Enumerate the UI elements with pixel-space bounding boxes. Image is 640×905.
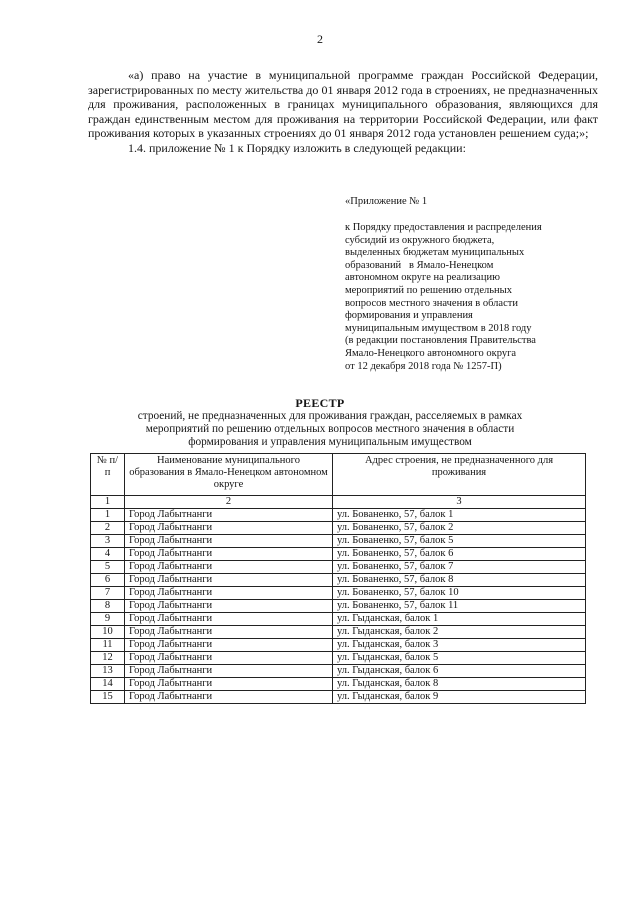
row-municipality-cell: Город Лабытнанги [125, 613, 333, 626]
table-header-row [91, 454, 586, 496]
table-row [91, 561, 586, 574]
row-municipality-cell: Город Лабытнанги [125, 587, 333, 600]
row-address-cell: ул. Бованенко, 57, балок 11 [333, 600, 586, 613]
row-address-cell: ул. Гыданская, балок 8 [333, 678, 586, 691]
row-municipality-cell: Город Лабытнанги [125, 561, 333, 574]
table-row [91, 678, 586, 691]
row-number-cell: 11 [91, 639, 125, 652]
row-number-cell: 14 [91, 678, 125, 691]
table-row [91, 509, 586, 522]
row-municipality-cell: Город Лабытнанги [125, 665, 333, 678]
row-address-cell: ул. Гыданская, балок 1 [333, 613, 586, 626]
row-address-cell: ул. Бованенко, 57, балок 2 [333, 522, 586, 535]
row-number-cell: 3 [91, 535, 125, 548]
table-row [91, 665, 586, 678]
table-row [91, 652, 586, 665]
row-number-cell: 13 [91, 665, 125, 678]
appendix-line: образований в Ямало-Ненецком [345, 259, 494, 271]
table-row [91, 535, 586, 548]
registry-subtitle: строений, не предназначенных для проживания граждан, расселяемых в рамках мероприятий по решению отдельных вопросов местного значения в области формирования и управления муниципальным имуществом [137, 410, 523, 449]
row-address-cell: ул. Бованенко, 57, балок 8 [333, 574, 586, 587]
appendix-title: «Приложение № 1 [345, 196, 428, 207]
appendix-line: автономном округе на реализацию [345, 272, 500, 284]
row-number-cell: 7 [91, 587, 125, 600]
row-number-cell: 1 [91, 509, 125, 522]
row-municipality-cell: Город Лабытнанги [125, 639, 333, 652]
row-address-cell: ул. Бованенко, 57, балок 1 [333, 509, 586, 522]
row-address-cell: ул. Гыданская, балок 2 [333, 626, 586, 639]
row-number-cell: 9 [91, 613, 125, 626]
index-cell: 1 [91, 496, 125, 509]
table-row [91, 639, 586, 652]
appendix-line: выделенных бюджетам муниципальных [345, 247, 525, 259]
paragraph-clause-1-4: 1.4. приложение № 1 к Порядку изложить в следующей редакции: [128, 140, 466, 155]
row-municipality-cell: Город Лабытнанги [125, 678, 333, 691]
row-number-cell: 6 [91, 574, 125, 587]
appendix-line: вопросов местного значения в области [345, 297, 518, 309]
paragraph-subclause-a: «а) право на участие в муниципальной программе граждан Российской Федерации, зарегистрированных по месту жительства до 01 января 2012 года в строениях, не предназначенных для проживания, расположенных в границах муниципального образования, являющихся для граждан единственным местом для проживания на территории Российской Федерации, или факт проживания которых в указанных строениях до 01 января 2012 года установлен решением суда;»; [88, 68, 598, 141]
row-address-cell: ул. Гыданская, балок 5 [333, 652, 586, 665]
table-row [91, 587, 586, 600]
row-municipality-cell: Город Лабытнанги [125, 522, 333, 535]
row-municipality-cell: Город Лабытнанги [125, 548, 333, 561]
header-address: Адрес строения, не предназначенного для проживания [333, 454, 586, 496]
row-municipality-cell: Город Лабытнанги [125, 652, 333, 665]
table-row [91, 522, 586, 535]
body-text [88, 68, 598, 156]
table-row [91, 613, 586, 626]
appendix-line: формирования и управления [345, 310, 473, 322]
index-cell: 2 [125, 496, 333, 509]
appendix-line: от 12 декабря 2018 года № 1257-П) [345, 360, 502, 372]
row-address-cell: ул. Бованенко, 57, балок 7 [333, 561, 586, 574]
registry-table [90, 453, 586, 704]
row-address-cell: ул. Гыданская, балок 9 [333, 691, 586, 704]
row-address-cell: ул. Гыданская, балок 6 [333, 665, 586, 678]
table-index-row [91, 496, 586, 509]
table-row [91, 574, 586, 587]
registry-title: РЕЕСТР [295, 396, 345, 410]
row-municipality-cell: Город Лабытнанги [125, 574, 333, 587]
appendix-line: Ямало-Ненецкого автономного округа [345, 347, 517, 359]
row-address-cell: ул. Бованенко, 57, балок 10 [333, 587, 586, 600]
row-number-cell: 12 [91, 652, 125, 665]
row-address-cell: ул. Бованенко, 57, балок 6 [333, 548, 586, 561]
appendix-line: к Порядку предоставления и распределения [345, 222, 542, 233]
row-municipality-cell: Город Лабытнанги [125, 535, 333, 548]
appendix-note [345, 222, 595, 373]
appendix-line: муниципальным имуществом в 2018 году [345, 322, 532, 334]
index-cell: 3 [333, 496, 586, 509]
row-municipality-cell: Город Лабытнанги [125, 600, 333, 613]
table-row [91, 691, 586, 704]
appendix-line: субсидий из окружного бюджета, [345, 234, 495, 246]
row-municipality-cell: Город Лабытнанги [125, 626, 333, 639]
row-number-cell: 10 [91, 626, 125, 639]
row-municipality-cell: Город Лабытнанги [125, 509, 333, 522]
row-address-cell: ул. Гыданская, балок 3 [333, 639, 586, 652]
row-number-cell: 5 [91, 561, 125, 574]
appendix-line: (в редакции постановления Правительства [345, 335, 536, 347]
row-number-cell: 4 [91, 548, 125, 561]
appendix-line: мероприятий по решению отдельных [345, 284, 512, 296]
table-row [91, 600, 586, 613]
table-row [91, 548, 586, 561]
row-municipality-cell: Город Лабытнанги [125, 691, 333, 704]
row-number-cell: 15 [91, 691, 125, 704]
header-municipality: Наименование муниципального образования в Ямало-Ненецком автономном округе [125, 454, 333, 496]
page-number: 2 [317, 32, 323, 46]
header-number: № п/п [91, 454, 125, 496]
row-number-cell: 2 [91, 522, 125, 535]
table-row [91, 626, 586, 639]
row-number-cell: 8 [91, 600, 125, 613]
row-address-cell: ул. Бованенко, 57, балок 5 [333, 535, 586, 548]
